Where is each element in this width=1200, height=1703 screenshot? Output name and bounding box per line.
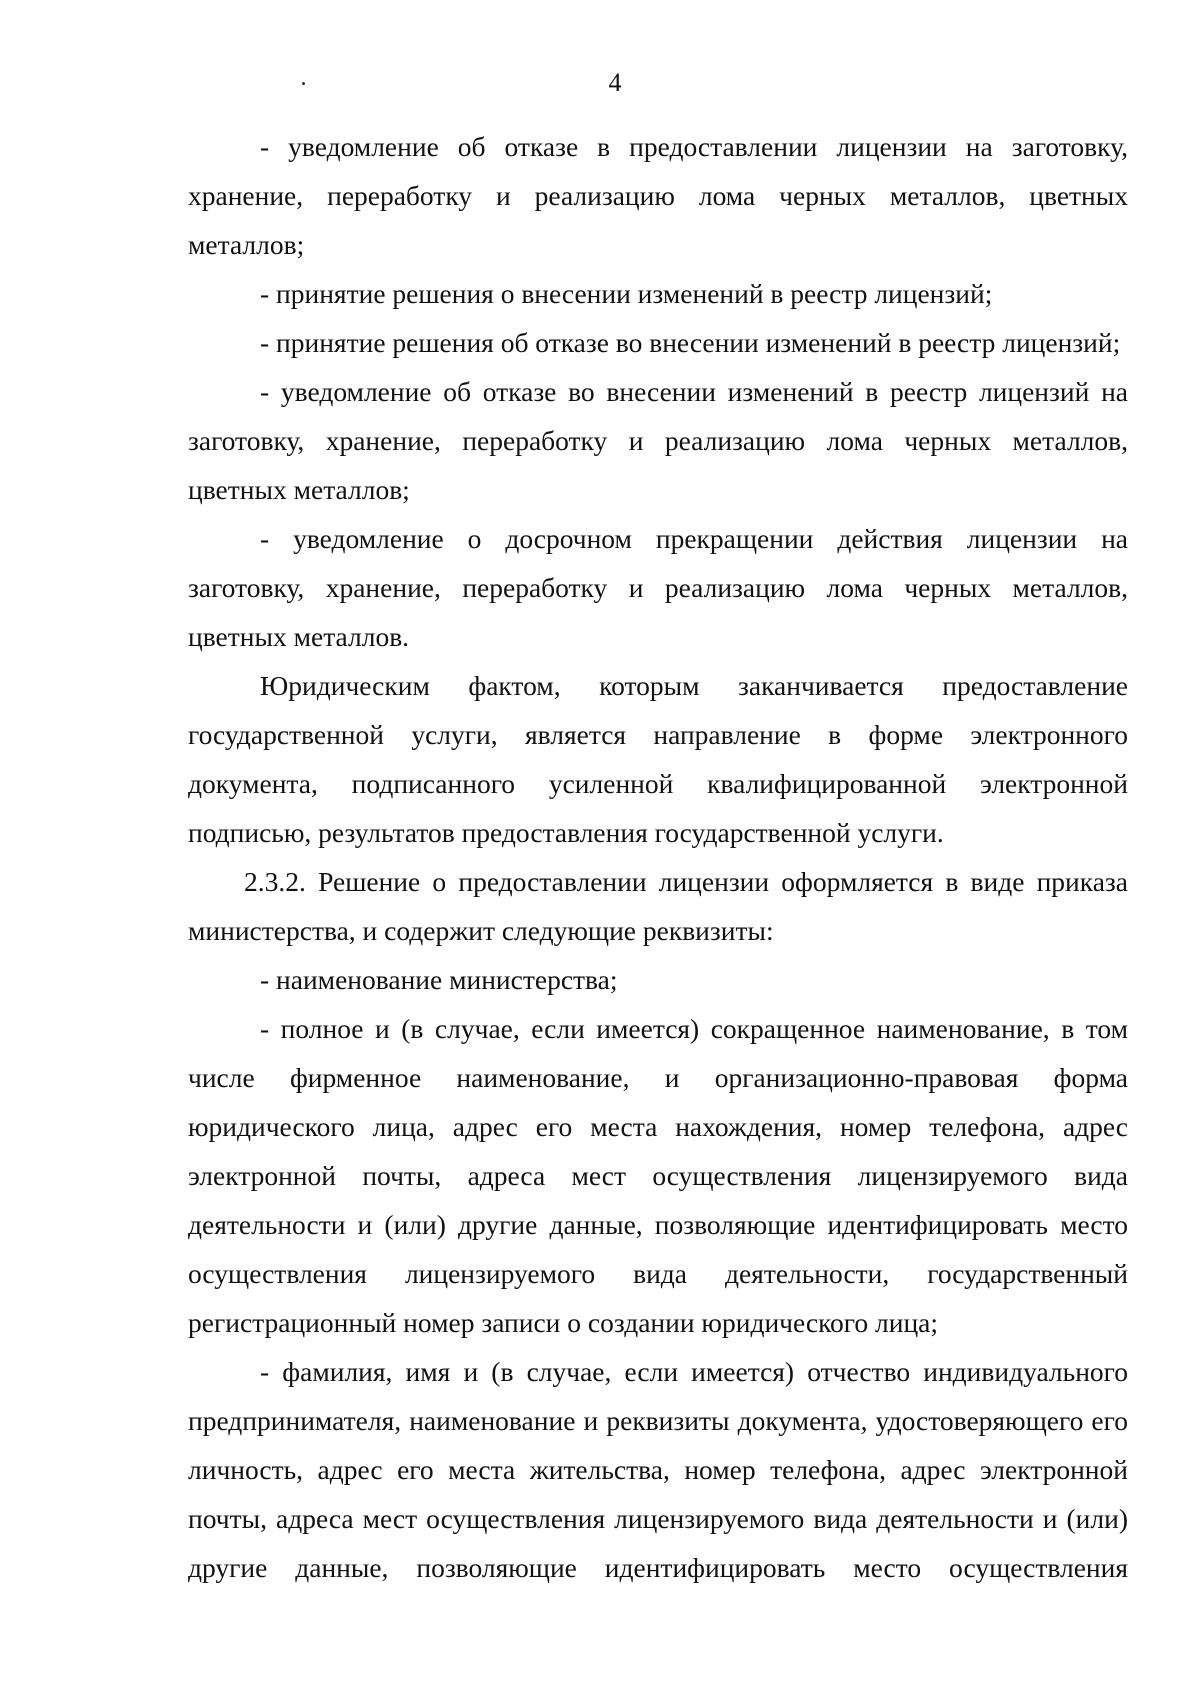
- paragraph-2-3-2: 2.3.2. Решение о предоставлении лицензии оформляется в виде приказа министерства, и содержит следующие реквизиты:: [188, 866, 1128, 946]
- document-body: [188, 122, 1128, 1592]
- paragraph-registry-change-refusal-notice: - уведомление об отказе во внесении изменений в реестр лицензий на заготовку, хранение, переработку и реализацию лома черных металлов, цветных металлов;: [188, 376, 1128, 505]
- paragraph-ministry-name: - наименование министерства;: [260, 964, 618, 995]
- paragraph-early-termination-notice: - уведомление о досрочном прекращении действия лицензии на заготовку, хранение, переработку и реализацию лома черных металлов, цветных металлов.: [188, 523, 1128, 652]
- paragraph-refusal-notice: - уведомление об отказе в предоставлении лицензии на заготовку, хранение, переработку и реализацию лома черных металлов, цветных металлов;: [188, 131, 1128, 260]
- paragraph-legal-fact: Юридическим фактом, которым заканчивается предоставление государственной услуги, является направление в форме электронного документа, подписанного усиленной квалифицированной электронной подписью, результатов предоставления государственной услуги.: [188, 670, 1128, 848]
- paragraph-registry-change-refusal-decision: - принятие решения об отказе во внесении изменений в реестр лицензий;: [260, 327, 1121, 358]
- paragraph-registry-change-decision: - принятие решения о внесении изменений в реестр лицензий;: [260, 278, 993, 309]
- page-number: 4: [608, 68, 622, 97]
- paragraph-legal-entity-details: - полное и (в случае, если имеется) сокращенное наименование, в том числе фирменное наименование, и организационно-правовая форма юридического лица, адрес его места нахождения, номер телефона, адрес электронной почты, адреса мест осуществления лицензируемого вида деятельности и (или) другие данные, позволяющие идентифицировать место осуществления лицензируемого вида деятельности, государственный регистрационный номер записи о создании юридического лица;: [188, 1013, 1128, 1338]
- paragraph-individual-entrepreneur-details: - фамилия, имя и (в случае, если имеется) отчество индивидуального предпринимателя, наименование и реквизиты документа, удостоверяющего его личность, адрес его места жительства, номер телефона, адрес электронной почты, адреса мест осуществления лицензируемого вида деятельности и (или) другие данные, позволяющие идентифицировать место осуществления: [188, 1356, 1128, 1583]
